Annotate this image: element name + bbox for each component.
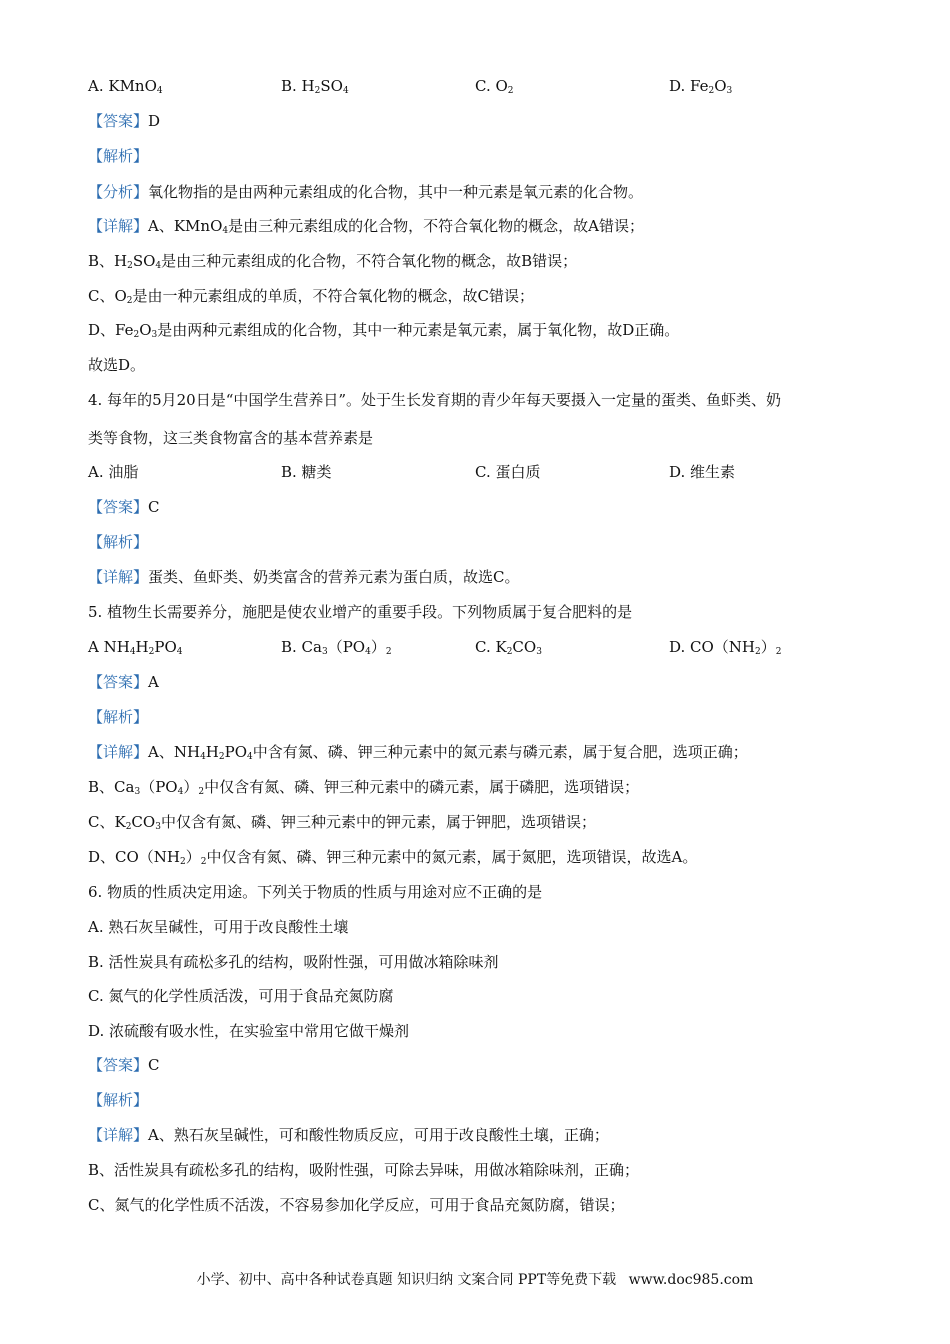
q4-option-d: D. 维生素 [669, 463, 736, 481]
line-text: 故选D。 [88, 356, 146, 374]
analysis-tag: 【解析】 [88, 147, 149, 165]
q6-analysis-line [88, 1195, 624, 1215]
q4-option-a: A. 油脂 [88, 463, 139, 481]
detail-tag: 【详解】 [88, 568, 149, 586]
page-footer [0, 1269, 950, 1289]
line-text: B、活性炭具有疏松多孔的结构，吸附性强，可除去异味，用做冰箱除味剂，正确； [88, 1161, 640, 1179]
answer-value: D [148, 112, 161, 130]
line-tag: 【详解】 [88, 1126, 149, 1144]
q5-analysis-line [88, 777, 639, 797]
q5-options [88, 637, 868, 657]
q5-answer [88, 672, 159, 692]
q3-option-c: C. $O_2$ [475, 77, 514, 96]
line-tag: 【详解】 [88, 743, 149, 761]
answer-value: C [148, 498, 160, 516]
line-text: B、$Ca_3(PO_4)_2$中仅含有氮、磷、钾三种元素中的磷元素，属于磷肥，选项错误； [88, 778, 640, 797]
q5-stem: 5. 植物生长需要养分，施肥是使农业增产的重要手段。下列物质属于复合肥料的是 [88, 603, 633, 621]
q6-option-a: A. 熟石灰呈碱性，可用于改良酸性土壤 [88, 918, 349, 936]
q3-option-b: B. $H_2SO_4$ [281, 77, 349, 96]
q3-option-d: D. $Fe_2O_3$ [669, 77, 733, 96]
q6-analysis-line [88, 1125, 609, 1145]
q3-analysis-heading [88, 146, 148, 166]
q6-option-d: D. 浓硫酸有吸水性，在实验室中常用它做干燥剂 [88, 1022, 410, 1040]
q5-analysis-line [88, 847, 697, 867]
q3-options [88, 76, 868, 96]
q5-analysis-line [88, 742, 748, 762]
q3-analysis-line [88, 216, 644, 236]
analysis-tag: 【解析】 [88, 1091, 149, 1109]
q3-option-a: A. KMnO$_4$ [88, 77, 163, 96]
line-text: D、$Fe_2O_3$是由两种元素组成的化合物，其中一种元素是氧元素，属于氧化物，故D正确。 [88, 321, 680, 340]
analysis-tag: 【解析】 [88, 533, 149, 551]
q6-answer [88, 1055, 160, 1075]
line-text: A、KMnO$_4$是由三种元素组成的化合物，不符合氧化物的概念，故A错误； [148, 217, 644, 236]
detail-text: 蛋类、鱼虾类、奶类富含的营养元素为蛋白质，故选C。 [148, 568, 520, 586]
q6-stem: 6. 物质的性质决定用途。下列关于物质的性质与用途对应不正确的是 [88, 883, 543, 901]
line-text: A、$NH_4H_2PO_4$中含有氮、磷、钾三种元素中的氮元素与磷元素，属于复合肥，选项正确； [148, 743, 748, 762]
q6-option-b: B. 活性炭具有疏松多孔的结构，吸附性强，可用做冰箱除味剂 [88, 953, 499, 971]
answer-tag: 【答案】 [88, 112, 149, 130]
line-text: C、$K_2CO_3$中仅含有氮、磷、钾三种元素中的钾元素，属于钾肥，选项错误； [88, 813, 596, 832]
line-text: C、$O_2$是由一种元素组成的单质，不符合氧化物的概念，故C错误； [88, 287, 534, 306]
answer-value: A [148, 673, 159, 691]
q3-analysis-line [88, 320, 679, 340]
q5-option-a: A $NH_4H_2PO_4$ [88, 638, 183, 657]
answer-tag: 【答案】 [88, 673, 149, 691]
q6-analysis-line [88, 1160, 639, 1180]
q4-stem-line-2: 类等食物，这三类食物富含的基本营养素是 [88, 429, 374, 447]
q3-answer [88, 111, 160, 131]
q4-option-c: C. 蛋白质 [475, 463, 541, 481]
q4-options [88, 462, 868, 482]
q5-option-c: C. $K_2CO_3$ [475, 638, 542, 657]
line-tag: 【分析】 [88, 183, 149, 201]
q3-analysis-line [88, 251, 577, 271]
q3-analysis-line [88, 355, 145, 375]
q4-option-b: B. 糖类 [281, 463, 332, 481]
q4-detail [88, 567, 520, 587]
line-text: 氧化物指的是由两种元素组成的化合物，其中一种元素是氧元素的化合物。 [148, 183, 644, 201]
line-text: B、$H_2SO_4$是由三种元素组成的化合物，不符合氧化物的概念，故B错误； [88, 252, 578, 271]
q6-option-c: C. 氮气的化学性质活泼，可用于食品充氮防腐 [88, 987, 394, 1005]
q5-analysis-heading [88, 707, 148, 727]
line-text: D、$CO(NH_2)_2$中仅含有氮、磷、钾三种元素中的氮元素，属于氮肥，选项错误，故选A。 [88, 848, 698, 867]
q4-answer [88, 497, 160, 517]
q5-analysis-line [88, 812, 596, 832]
line-text: C、氮气的化学性质不活泼，不容易参加化学反应，可用于食品充氮防腐，错误； [88, 1196, 625, 1214]
q3-analysis-line [88, 286, 534, 306]
answer-tag: 【答案】 [88, 1056, 149, 1074]
q6-analysis-heading [88, 1090, 148, 1110]
q4-analysis-heading [88, 532, 148, 552]
q4-stem-line-1: 4. 每年的5月20日是“中国学生营养日”。处于生长发育期的青少年每天要摄入一定量的蛋类、鱼虾类、奶 [88, 391, 782, 409]
answer-value: C [148, 1056, 160, 1074]
q3-analysis-line [88, 182, 643, 202]
line-tag: 【详解】 [88, 217, 149, 235]
q5-option-b: B. $Ca_3(PO_4)_2$ [281, 638, 392, 657]
line-text: A、熟石灰呈碱性，可和酸性物质反应，可用于改良酸性土壤，正确； [148, 1126, 609, 1144]
footer-url[interactable]: www.doc985.com [628, 1272, 754, 1288]
footer-text: 小学、初中、高中各种试卷真题 知识归纳 文案合同 PPT等免费下载 [196, 1272, 617, 1288]
q5-option-d: D. $CO(NH_2)_2$ [669, 638, 782, 657]
answer-tag: 【答案】 [88, 498, 149, 516]
analysis-tag: 【解析】 [88, 708, 149, 726]
